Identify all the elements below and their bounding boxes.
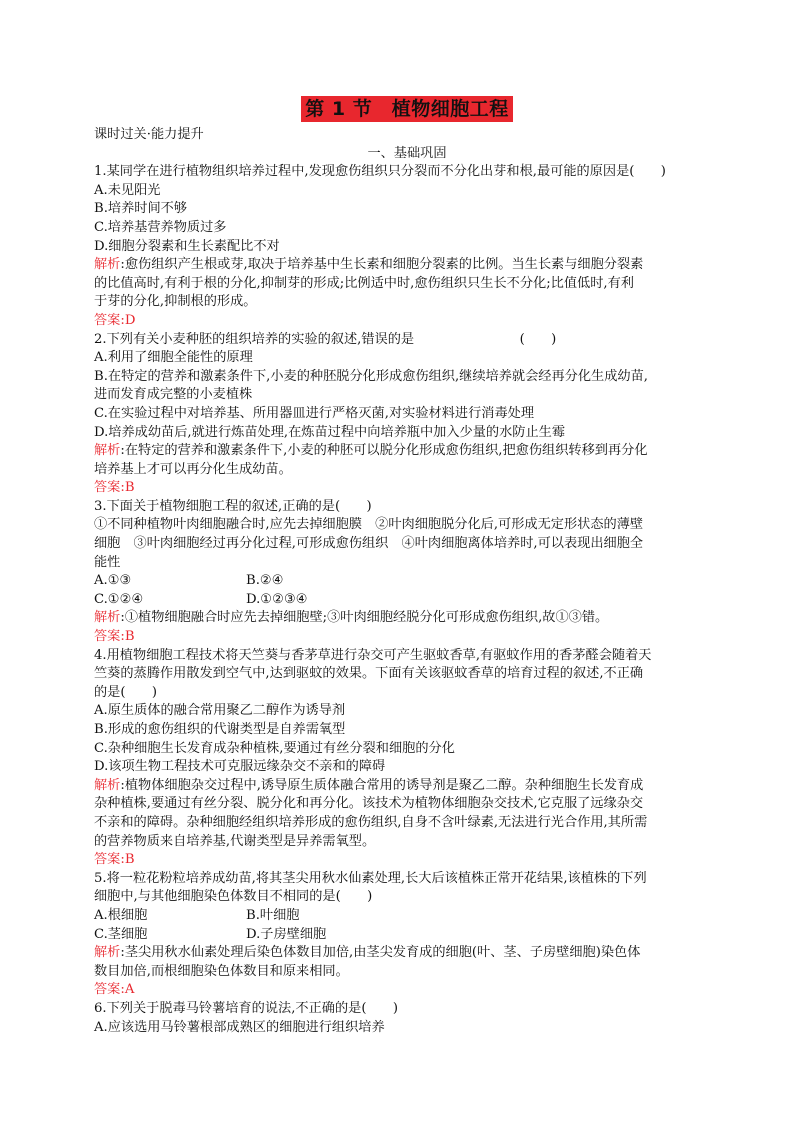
option-a: A.未见阳光 [94, 182, 161, 198]
question-4 [94, 647, 720, 870]
option-d: D.培养成幼苗后,就进行炼苗处理,在炼苗过程中向培养瓶中加入少量的水防止生霉 [94, 424, 566, 440]
analysis-line: 培养基上才可以再分化生成幼苗。 [94, 461, 292, 477]
option-b-cont: 进而发育成完整的小麦植株 [94, 387, 253, 403]
question-1 [94, 163, 720, 330]
option-c: C.培养基营养物质过多 [94, 219, 227, 235]
analysis-line: 的比值高时,有利于根的分化,抑制芽的形成;比例适中时,愈伤组织只生长不分化;比值低时,有利 [94, 275, 634, 291]
option-a: A.①③ [94, 573, 132, 589]
analysis-label: 解析 [94, 257, 121, 273]
analysis-line: 解析:茎尖用秋水仙素处理后染色体数目加倍,由茎尖发育成的细胞(叶、茎、子房壁细胞)染色体 [94, 945, 641, 961]
answer: 答案:B [94, 852, 135, 868]
option-a: A.利用了细胞全能性的原理 [94, 350, 253, 366]
question-stem: 细胞中,与其他细胞染色体数目不相同的是( ) [94, 889, 373, 905]
analysis-line: 解析:①植物细胞融合时应先去掉细胞壁;③叶肉细胞经脱分化可形成愈伤组织,故①③错。 [94, 610, 609, 626]
option-c: C.茎细胞 [94, 926, 148, 942]
option-d: D.①②③④ [246, 591, 308, 607]
subtitle: 课时过关·能力提升 [94, 127, 204, 142]
option-b: B.培养时间不够 [94, 201, 188, 217]
analysis-line: 数目加倍,而根细胞染色体数目和原来相同。 [94, 963, 349, 979]
option-d: D.子房壁细胞 [246, 926, 327, 942]
option-a: A.应该选用马铃薯根部成熟区的细胞进行组织培养 [94, 1019, 385, 1035]
option-d: D.该项生物工程技术可克服远缘杂交不亲和的障碍 [94, 759, 386, 775]
analysis-label: 解析 [94, 945, 121, 961]
analysis-label: 解析 [94, 443, 121, 459]
statement-line: ①不同种植物叶肉细胞融合时,应先去掉细胞膜 ②叶肉细胞脱分化后,可形成无定形状态的薄壁 [94, 517, 644, 533]
question-stem: 4.用植物细胞工程技术将天竺葵与香茅草进行杂交可产生驱蚊香草,有驱蚊作用的香茅醛会随着天 [94, 647, 652, 663]
question-stem: 5.将一粒花粉粒培养成幼苗,将其茎尖用秋水仙素处理,长大后该植株正常开花结果,该植株的下列 [94, 870, 647, 886]
question-stem: 1.某同学在进行植物组织培养过程中,发现愈伤组织只分裂而不分化出芽和根,最可能的原因是( ) [94, 164, 666, 180]
option-b: B.在特定的营养和激素条件下,小麦的种胚脱分化形成愈伤组织,继续培养就会经再分化生成幼苗, [94, 368, 648, 384]
analysis-line: 解析:植物体细胞杂交过程中,诱导原生质体融合常用的诱导剂是聚乙二醇。杂种细胞生长发育成 [94, 777, 644, 793]
option-b: B.②④ [246, 573, 284, 589]
analysis-line: 的营养物质来自培养基,代谢类型是异养需氧型。 [94, 833, 376, 849]
statement-line: 细胞 ③叶肉细胞经过再分化过程,可形成愈伤组织 ④叶肉细胞离体培养时,可以表现出细胞全 [94, 536, 644, 552]
question-stem: 竺葵的蒸腾作用散发到空气中,达到驱蚊的效果。下面有关该驱蚊香草的培育过程的叙述,不正确 [94, 666, 644, 682]
option-d: D.细胞分裂素和生长素配比不对 [94, 238, 280, 254]
question-stem: 的是( ) [94, 684, 158, 700]
analysis-label: 解析 [94, 777, 121, 793]
answer: 答案:B [94, 480, 135, 496]
analysis-line: 于芽的分化,抑制根的形成。 [94, 294, 257, 310]
section-heading: 一、基础巩固 [367, 145, 447, 161]
answer: 答案:A [94, 982, 135, 998]
analysis-line: 不亲和的障碍。杂种细胞经组织培养形成的愈伤组织,自身不含叶绿素,无法进行光合作用,其所需 [94, 814, 648, 830]
answer: 答案:B [94, 629, 135, 645]
question-2 [94, 331, 720, 498]
question-3 [94, 498, 720, 647]
analysis-line: 解析:在特定的营养和激素条件下,小麦的种胚可以脱分化形成愈伤组织,把愈伤组织转移到再分化 [94, 443, 648, 459]
option-b: B.形成的愈伤组织的代谢类型是自养需氧型 [94, 722, 346, 737]
option-c: C.杂种细胞生长发育成杂种植株,要通过有丝分裂和细胞的分化 [94, 740, 455, 756]
document-page [94, 96, 720, 1037]
question-6 [94, 1000, 720, 1037]
statement-line: 能性 [94, 554, 121, 570]
answer: 答案:D [94, 312, 136, 328]
page-title: 第 1 节 植物细胞工程 [301, 96, 512, 122]
option-a: A.原生质体的融合常用聚乙二醇作为诱导剂 [94, 703, 346, 719]
option-c: C.①②④ [94, 591, 144, 607]
option-b: B.叶细胞 [246, 907, 300, 923]
analysis-line: 解析:愈伤组织产生根或芽,取决于培养基中生长素和细胞分裂素的比例。当生长素与细胞分裂素 [94, 257, 644, 273]
question-stem: 6.下列关于脱毒马铃薯培育的说法,不正确的是( ) [94, 1000, 398, 1016]
analysis-line: 杂种植株,要通过有丝分裂、脱分化和再分化。该技术为植物体细胞杂交技术,它克服了远缘杂交 [94, 796, 644, 812]
question-stem: 2.下列有关小麦种胚的组织培养的实验的叙述,错误的是 ( ) [94, 331, 557, 347]
option-a: A.根细胞 [94, 907, 148, 923]
option-c: C.在实验过程中对培养基、所用器皿进行严格灭菌,对实验材料进行消毒处理 [94, 405, 535, 421]
question-5 [94, 870, 720, 1000]
question-stem: 3.下面关于植物细胞工程的叙述,正确的是( ) [94, 498, 372, 514]
analysis-label: 解析 [94, 610, 121, 626]
